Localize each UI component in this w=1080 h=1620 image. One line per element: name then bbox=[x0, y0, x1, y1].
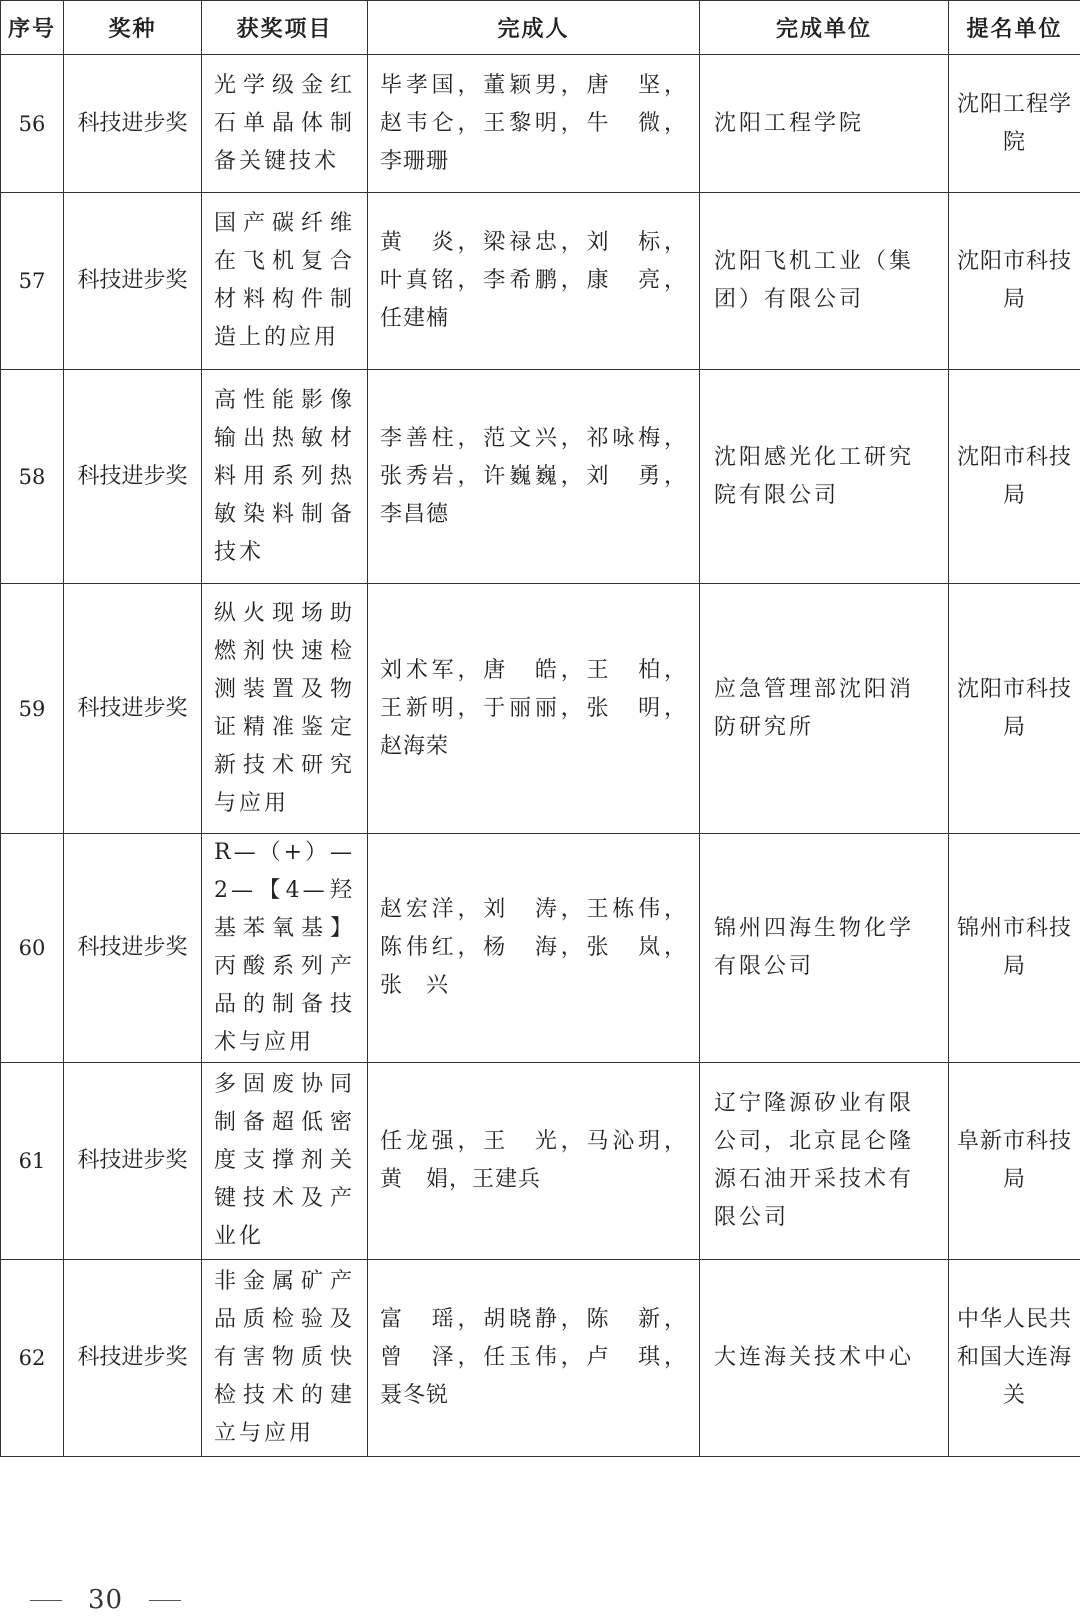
cell-unit: 沈阳飞机工业（集团）有限公司 bbox=[700, 193, 949, 370]
people-line: 聂冬锐 bbox=[380, 1377, 687, 1415]
cell-award-type: 科技进步奖 bbox=[64, 834, 202, 1063]
cell-seq: 58 bbox=[1, 370, 64, 584]
table-row bbox=[1, 193, 1080, 370]
cell-seq: 62 bbox=[1, 1260, 64, 1457]
header-row bbox=[1, 1, 1080, 55]
people-line: 任建楠 bbox=[380, 300, 687, 338]
cell-unit: 辽宁隆源矽业有限公司，北京昆仑隆源石油开采技术有限公司 bbox=[700, 1063, 949, 1260]
people-line: 赵韦仑，王黎明，牛 微， bbox=[380, 105, 687, 143]
cell-project: 高性能影像输出热敏材料用系列热敏染料制备技术 bbox=[202, 370, 368, 584]
people-line: 陈伟红，杨 海，张 岚， bbox=[380, 929, 687, 967]
cell-people bbox=[368, 584, 700, 834]
cell-nominator: 沈阳市科技局 bbox=[949, 370, 1080, 584]
cell-seq: 57 bbox=[1, 193, 64, 370]
cell-nominator: 沈阳工程学院 bbox=[949, 55, 1080, 193]
cell-seq: 56 bbox=[1, 55, 64, 193]
header-people: 完成人 bbox=[368, 1, 700, 55]
cell-people bbox=[368, 834, 700, 1063]
cell-project: 多固废协同制备超低密度支撑剂关键技术及产业化 bbox=[202, 1063, 368, 1260]
cell-unit: 沈阳工程学院 bbox=[700, 55, 949, 193]
people-line: 黄 炎，梁禄忠，刘 标， bbox=[380, 224, 687, 262]
people-line: 李珊珊 bbox=[380, 143, 687, 181]
page-footer bbox=[30, 1580, 181, 1620]
cell-unit: 大连海关技术中心 bbox=[700, 1260, 949, 1457]
people-line: 赵宏洋，刘 涛，王栋伟， bbox=[380, 891, 687, 929]
cell-unit: 沈阳感光化工研究院有限公司 bbox=[700, 370, 949, 584]
header-seq: 序号 bbox=[1, 1, 64, 55]
cell-award-type: 科技进步奖 bbox=[64, 55, 202, 193]
cell-people bbox=[368, 193, 700, 370]
cell-award-type: 科技进步奖 bbox=[64, 193, 202, 370]
cell-seq: 59 bbox=[1, 584, 64, 834]
cell-people bbox=[368, 1260, 700, 1457]
people-line: 李昌德 bbox=[380, 496, 687, 534]
cell-award-type: 科技进步奖 bbox=[64, 1260, 202, 1457]
table-row bbox=[1, 370, 1080, 584]
table-row bbox=[1, 55, 1080, 193]
table-row bbox=[1, 834, 1080, 1063]
table-row bbox=[1, 584, 1080, 834]
cell-project: 纵火现场助燃剂快速检测装置及物证精准鉴定新技术研究与应用 bbox=[202, 584, 368, 834]
table-row bbox=[1, 1063, 1080, 1260]
cell-award-type: 科技进步奖 bbox=[64, 370, 202, 584]
people-line: 王新明，于丽丽，张 明， bbox=[380, 690, 687, 728]
cell-project: 光学级金红石单晶体制备关键技术 bbox=[202, 55, 368, 193]
cell-unit: 锦州四海生物化学有限公司 bbox=[700, 834, 949, 1063]
people-line: 任龙强，王 光，马沁玥， bbox=[380, 1123, 687, 1161]
cell-people bbox=[368, 1063, 700, 1260]
people-line: 赵海荣 bbox=[380, 728, 687, 766]
people-line: 富 瑶，胡晓静，陈 新， bbox=[380, 1301, 687, 1339]
people-line: 李善柱，范文兴，祁咏梅， bbox=[380, 420, 687, 458]
cell-award-type: 科技进步奖 bbox=[64, 1063, 202, 1260]
footer-dash-left bbox=[30, 1600, 62, 1601]
cell-nominator: 中华人民共和国大连海关 bbox=[949, 1260, 1080, 1457]
people-line: 刘术军，唐 皓，王 柏， bbox=[380, 652, 687, 690]
cell-nominator: 沈阳市科技局 bbox=[949, 193, 1080, 370]
cell-nominator: 沈阳市科技局 bbox=[949, 584, 1080, 834]
cell-project: R—（+）—2—【4—羟基苯氧基】丙酸系列产品的制备技术与应用 bbox=[202, 834, 368, 1063]
cell-project: 国产碳纤维在飞机复合材料构件制造上的应用 bbox=[202, 193, 368, 370]
people-line: 曾 泽，任玉伟，卢 琪， bbox=[380, 1339, 687, 1377]
cell-unit: 应急管理部沈阳消防研究所 bbox=[700, 584, 949, 834]
people-line: 张 兴 bbox=[380, 967, 687, 1005]
cell-seq: 60 bbox=[1, 834, 64, 1063]
page-number: 30 bbox=[88, 1585, 123, 1615]
header-unit: 完成单位 bbox=[700, 1, 949, 55]
header-project: 获奖项目 bbox=[202, 1, 368, 55]
footer-dash-right bbox=[149, 1600, 181, 1601]
cell-project: 非金属矿产品质检验及有害物质快检技术的建立与应用 bbox=[202, 1260, 368, 1457]
people-line: 毕孝国，董颖男，唐 坚， bbox=[380, 67, 687, 105]
people-line: 张秀岩，许巍巍，刘 勇， bbox=[380, 458, 687, 496]
people-line: 叶真铭，李希鹏，康 亮， bbox=[380, 262, 687, 300]
header-nominator: 提名单位 bbox=[949, 1, 1080, 55]
table-row bbox=[1, 1260, 1080, 1457]
cell-seq: 61 bbox=[1, 1063, 64, 1260]
cell-people bbox=[368, 370, 700, 584]
cell-people bbox=[368, 55, 700, 193]
cell-nominator: 锦州市科技局 bbox=[949, 834, 1080, 1063]
people-line: 黄 娟，王建兵 bbox=[380, 1161, 687, 1199]
header-award-type: 奖种 bbox=[64, 1, 202, 55]
cell-award-type: 科技进步奖 bbox=[64, 584, 202, 834]
cell-nominator: 阜新市科技局 bbox=[949, 1063, 1080, 1260]
